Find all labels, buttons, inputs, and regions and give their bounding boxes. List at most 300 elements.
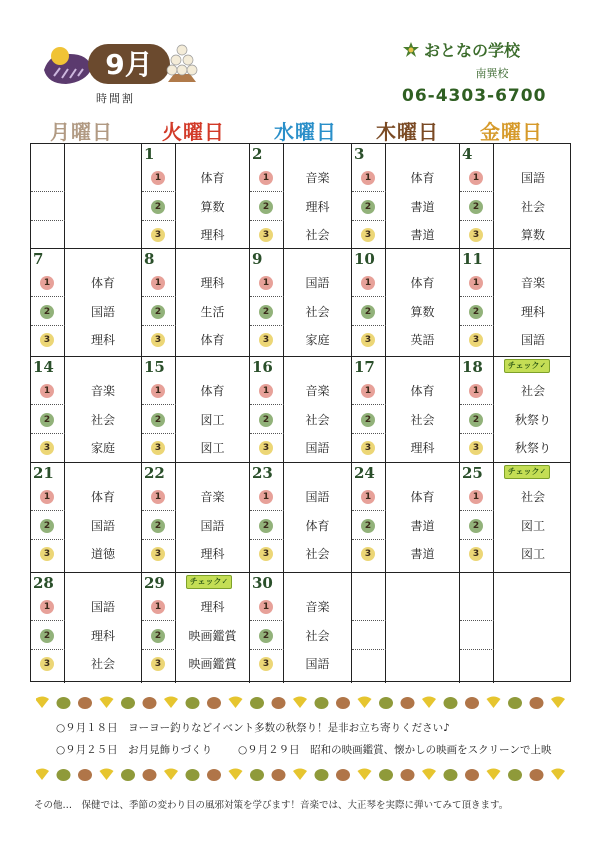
period-slot [142,593,249,621]
chestnut-icon [379,697,393,709]
day-cell [460,357,572,462]
subject-label: 書道 [410,228,435,242]
period-marker: 1 [259,171,273,185]
day-number: 1 [144,145,155,163]
period-slot [460,269,572,297]
dotted-divider [460,510,494,511]
chestnut-icon [508,769,522,781]
chestnut-ginkgo-band-top [36,694,566,710]
period-marker: 1 [40,384,54,398]
period-slot [460,326,572,354]
period-marker: 3 [151,333,165,347]
period-slot [352,326,459,354]
chestnut-icon [57,697,71,709]
day-number: 10 [354,250,375,268]
period-marker: 2 [259,629,273,643]
chestnut-icon [336,697,350,709]
day-number: 30 [252,574,273,592]
day-cell [142,463,250,572]
period-slot [352,650,459,678]
chestnut-icon [143,769,157,781]
ginkgo-leaf-icon [229,697,243,709]
period-slot [31,377,141,405]
subject-label: 英語 [410,333,435,347]
period-marker: 2 [469,519,483,533]
period-slot [460,406,572,434]
period-slot [460,164,572,192]
dotted-divider [142,620,176,621]
period-marker: 1 [40,600,54,614]
period-slot [31,434,141,462]
period-slot [250,434,351,462]
period-marker: 3 [469,228,483,242]
period-marker: 2 [469,305,483,319]
check-badge: チェック✓ [186,575,232,589]
period-marker: 2 [151,629,165,643]
period-marker: 2 [361,519,375,533]
period-marker: 2 [40,519,54,533]
ginkgo-leaf-icon [293,697,307,709]
ginkgo-leaf-icon [164,697,178,709]
subject-label: 社会 [305,629,330,643]
period-slot [31,540,141,568]
subject-label: 家庭 [90,441,115,455]
day-cell [250,573,352,683]
period-slot [250,540,351,568]
period-slot [250,269,351,297]
subject-label: 体育 [200,171,225,185]
period-marker: 1 [40,276,54,290]
period-marker: 1 [361,384,375,398]
subject-label: 国語 [305,657,330,671]
ginkgo-leaf-icon [229,769,243,781]
period-slot [250,221,351,249]
period-slot [31,622,141,650]
subject-label: 国語 [90,600,115,614]
period-marker: 3 [151,441,165,455]
day-cell [460,144,572,248]
ginkgo-leaf-icon [551,769,565,781]
subject-label: 秋祭り [514,441,551,455]
dotted-divider [31,191,65,192]
period-marker: 2 [259,413,273,427]
subject-label: 理科 [200,547,225,561]
day-number: 14 [33,358,54,376]
period-slot [142,164,249,192]
day-number: 25 [462,464,483,482]
period-marker: 2 [361,200,375,214]
dotted-divider [142,404,176,405]
day-cell [31,144,142,248]
day-number: 24 [354,464,375,482]
day-number: 16 [252,358,273,376]
event-note-2: ○９月２５日 お月見飾りづくり [56,744,213,756]
subject-label: 国語 [90,519,115,533]
subject-label: 算数 [410,305,435,319]
chestnut-icon [465,769,479,781]
subject-label: 書道 [410,519,435,533]
subject-label: 音楽 [90,384,115,398]
dotted-divider [250,510,284,511]
period-slot [352,298,459,326]
day-cell [142,357,250,462]
period-slot [460,650,572,678]
subject-label: 理科 [410,441,435,455]
period-slot [352,483,459,511]
day-number: 17 [354,358,375,376]
dango-icon [167,45,197,82]
chestnut-icon [401,769,415,781]
subject-label: 理科 [90,333,115,347]
dotted-divider [460,620,494,621]
period-marker: 1 [361,171,375,185]
day-cell [460,463,572,572]
period-marker: 3 [361,547,375,561]
day-number: 11 [462,250,483,268]
ginkgo-leaf-icon [487,769,501,781]
period-marker: 3 [361,441,375,455]
period-marker: 3 [259,547,273,561]
period-slot [142,377,249,405]
period-marker: 1 [151,171,165,185]
week-row [31,463,570,573]
period-slot [142,650,249,678]
period-marker: 2 [259,305,273,319]
subject-label: 理科 [200,228,225,242]
dotted-divider [250,620,284,621]
chestnut-icon [530,769,544,781]
period-marker: 2 [40,413,54,427]
period-slot [460,298,572,326]
day-number: 7 [33,250,44,268]
chestnut-icon [272,697,286,709]
period-slot [142,622,249,650]
subject-label: 国語 [200,519,225,533]
dotted-divider [250,296,284,297]
period-marker: 3 [259,657,273,671]
period-slot [142,512,249,540]
period-marker: 2 [259,200,273,214]
period-slot [352,377,459,405]
chestnut-icon [186,697,200,709]
subject-label: 理科 [520,305,545,319]
period-slot [31,483,141,511]
period-slot [250,377,351,405]
day-cell [142,144,250,248]
chestnut-icon [121,697,135,709]
subject-label: 映画鑑賞 [188,629,237,643]
ginkgo-leaf-icon [293,769,307,781]
subject-label: 理科 [305,200,330,214]
day-number: 8 [144,250,155,268]
day-number: 9 [252,250,263,268]
subject-label: 社会 [305,305,330,319]
period-marker: 1 [361,276,375,290]
day-cell [31,463,142,572]
subject-label: 算数 [520,228,545,242]
period-marker: 2 [361,413,375,427]
period-marker: 1 [469,384,483,398]
school-block [402,38,562,81]
chestnut-icon [444,769,458,781]
dotted-divider [352,510,386,511]
period-slot [460,483,572,511]
subject-label: 体育 [410,384,435,398]
dotted-divider [460,404,494,405]
weekday-wed: 水曜日 [274,120,337,144]
timetable-subtitle: 時間割 [96,92,135,105]
subject-label: 社会 [305,413,330,427]
period-slot [142,540,249,568]
day-number: 29 [144,574,165,592]
period-slot [31,269,141,297]
period-marker: 3 [40,657,54,671]
period-marker: 2 [151,200,165,214]
chestnut-icon [143,697,157,709]
subject-label: 書道 [410,200,435,214]
period-slot [142,269,249,297]
month-badge [40,38,200,88]
period-slot [460,434,572,462]
period-marker: 3 [469,441,483,455]
period-marker: 1 [151,600,165,614]
chestnut-icon [530,697,544,709]
period-slot [352,434,459,462]
subject-label: 生活 [200,305,225,319]
subject-label: 書道 [410,547,435,561]
period-marker: 3 [361,333,375,347]
period-slot [250,512,351,540]
school-phone: 06-4303-6700 [402,86,547,106]
period-slot [31,326,141,354]
subject-label: 社会 [305,228,330,242]
subject-label: 音楽 [520,276,545,290]
subject-label: 体育 [90,276,115,290]
period-marker: 2 [151,305,165,319]
subject-label: 音楽 [305,600,330,614]
period-marker: 1 [469,171,483,185]
period-slot [31,593,141,621]
subject-label: 図工 [520,519,545,533]
period-slot [352,164,459,192]
day-number: 4 [462,145,473,163]
subject-label: 音楽 [305,384,330,398]
day-cell [352,573,460,683]
day-number: 18 [462,358,483,376]
period-slot [352,593,459,621]
subject-label: 国語 [520,333,545,347]
other-note: その他… 保健では、季節の変わり目の風邪対策を学びます！音楽では、大正琴を実際に弾いてみて頂きます。 [34,800,509,811]
dotted-divider [142,191,176,192]
subject-label: 社会 [90,413,115,427]
period-slot [250,298,351,326]
chestnut-icon [444,697,458,709]
period-marker: 1 [259,276,273,290]
subject-label: 音楽 [305,171,330,185]
period-marker: 1 [259,600,273,614]
period-slot [352,512,459,540]
subject-label: 社会 [410,413,435,427]
period-slot [31,221,141,249]
event-note-3: ○９月２９日 昭和の映画鑑賞、懐かしの映画をスクリーンで上映 [238,744,552,756]
day-number: 28 [33,574,54,592]
period-marker: 2 [151,413,165,427]
period-marker: 3 [151,547,165,561]
chestnut-icon [336,769,350,781]
check-badge: チェック✓ [504,359,550,373]
dotted-divider [352,296,386,297]
period-marker: 1 [259,490,273,504]
dotted-divider [142,296,176,297]
period-marker: 1 [151,276,165,290]
period-marker: 1 [259,384,273,398]
period-slot [142,326,249,354]
ginkgo-leaf-icon [422,697,436,709]
chestnut-icon [250,697,264,709]
period-slot [31,650,141,678]
day-cell [352,249,460,356]
period-slot [142,483,249,511]
day-cell [142,249,250,356]
period-marker: 3 [361,228,375,242]
period-marker: 3 [469,333,483,347]
period-marker: 1 [151,490,165,504]
subject-label: 体育 [200,333,225,347]
subject-label: 秋祭り [514,413,551,427]
subject-label: 図工 [520,547,545,561]
chestnut-ginkgo-band-bottom [36,766,566,782]
period-marker: 3 [151,657,165,671]
chestnut-icon [315,769,329,781]
period-slot [460,221,572,249]
weekday-mon: 月曜日 [50,120,113,144]
period-slot [352,622,459,650]
month-title: 9月 [105,48,153,81]
dotted-divider [31,620,65,621]
school-branch: 南巽校 [475,67,509,80]
subject-label: 社会 [520,384,545,398]
weekday-tue: 火曜日 [162,120,225,144]
day-cell [352,463,460,572]
period-marker: 2 [151,519,165,533]
period-marker: 2 [469,413,483,427]
subject-label: 算数 [200,200,225,214]
weekday-thu: 木曜日 [376,120,439,144]
period-slot [31,193,141,221]
period-marker: 2 [40,305,54,319]
period-marker: 1 [469,276,483,290]
day-cell [460,573,572,683]
calendar-grid [30,143,571,682]
chestnut-icon [57,769,71,781]
subject-label: 図工 [200,413,225,427]
day-cell [31,357,142,462]
day-cell [31,249,142,356]
dotted-divider [142,510,176,511]
period-slot [250,406,351,434]
period-marker: 3 [259,333,273,347]
dotted-divider [352,620,386,621]
period-marker: 1 [361,490,375,504]
day-number: 15 [144,358,165,376]
subject-label: 社会 [90,657,115,671]
period-slot [250,193,351,221]
dotted-divider [460,296,494,297]
subject-label: 理科 [200,600,225,614]
period-slot [460,540,572,568]
period-slot [31,298,141,326]
subject-label: 国語 [305,441,330,455]
weekday-fri: 金曜日 [480,120,543,144]
week-row [31,357,570,463]
period-marker: 1 [469,490,483,504]
dotted-divider [31,296,65,297]
dotted-divider [31,510,65,511]
day-cell [250,249,352,356]
period-marker: 2 [259,519,273,533]
chestnut-icon [207,697,221,709]
subject-label: 社会 [520,490,545,504]
day-cell [142,573,250,683]
period-slot [352,221,459,249]
dotted-divider [31,404,65,405]
subject-label: 社会 [520,200,545,214]
dotted-divider [250,191,284,192]
week-row [31,573,570,683]
period-marker: 2 [40,629,54,643]
subject-label: 体育 [305,519,330,533]
dotted-divider [460,191,494,192]
ginkgo-leaf-icon [487,697,501,709]
week-row [31,249,570,357]
school-name [402,38,562,61]
subject-label: 社会 [305,547,330,561]
period-slot [142,221,249,249]
period-slot [31,406,141,434]
period-slot [250,593,351,621]
subject-label: 道徳 [90,547,115,561]
chestnut-icon [207,769,221,781]
subject-label: 国語 [305,490,330,504]
subject-label: 理科 [90,629,115,643]
period-slot [460,377,572,405]
day-number: 22 [144,464,165,482]
subject-label: 家庭 [305,333,330,347]
subject-label: 音楽 [200,490,225,504]
day-cell [352,357,460,462]
chestnut-icon [78,769,92,781]
subject-label: 理科 [200,276,225,290]
period-slot [31,512,141,540]
period-slot [142,298,249,326]
period-slot [250,326,351,354]
period-slot [250,650,351,678]
period-slot [352,540,459,568]
subject-label: 体育 [200,384,225,398]
period-marker: 3 [40,547,54,561]
day-cell [460,249,572,356]
dotted-divider [250,404,284,405]
day-cell [250,144,352,248]
dotted-divider [352,191,386,192]
chestnut-icon [78,697,92,709]
chestnut-icon [379,769,393,781]
period-slot [142,434,249,462]
ginkgo-leaf-icon [100,697,114,709]
check-badge: チェック✓ [504,465,550,479]
period-marker: 3 [151,228,165,242]
school-logo-icon [402,41,420,59]
